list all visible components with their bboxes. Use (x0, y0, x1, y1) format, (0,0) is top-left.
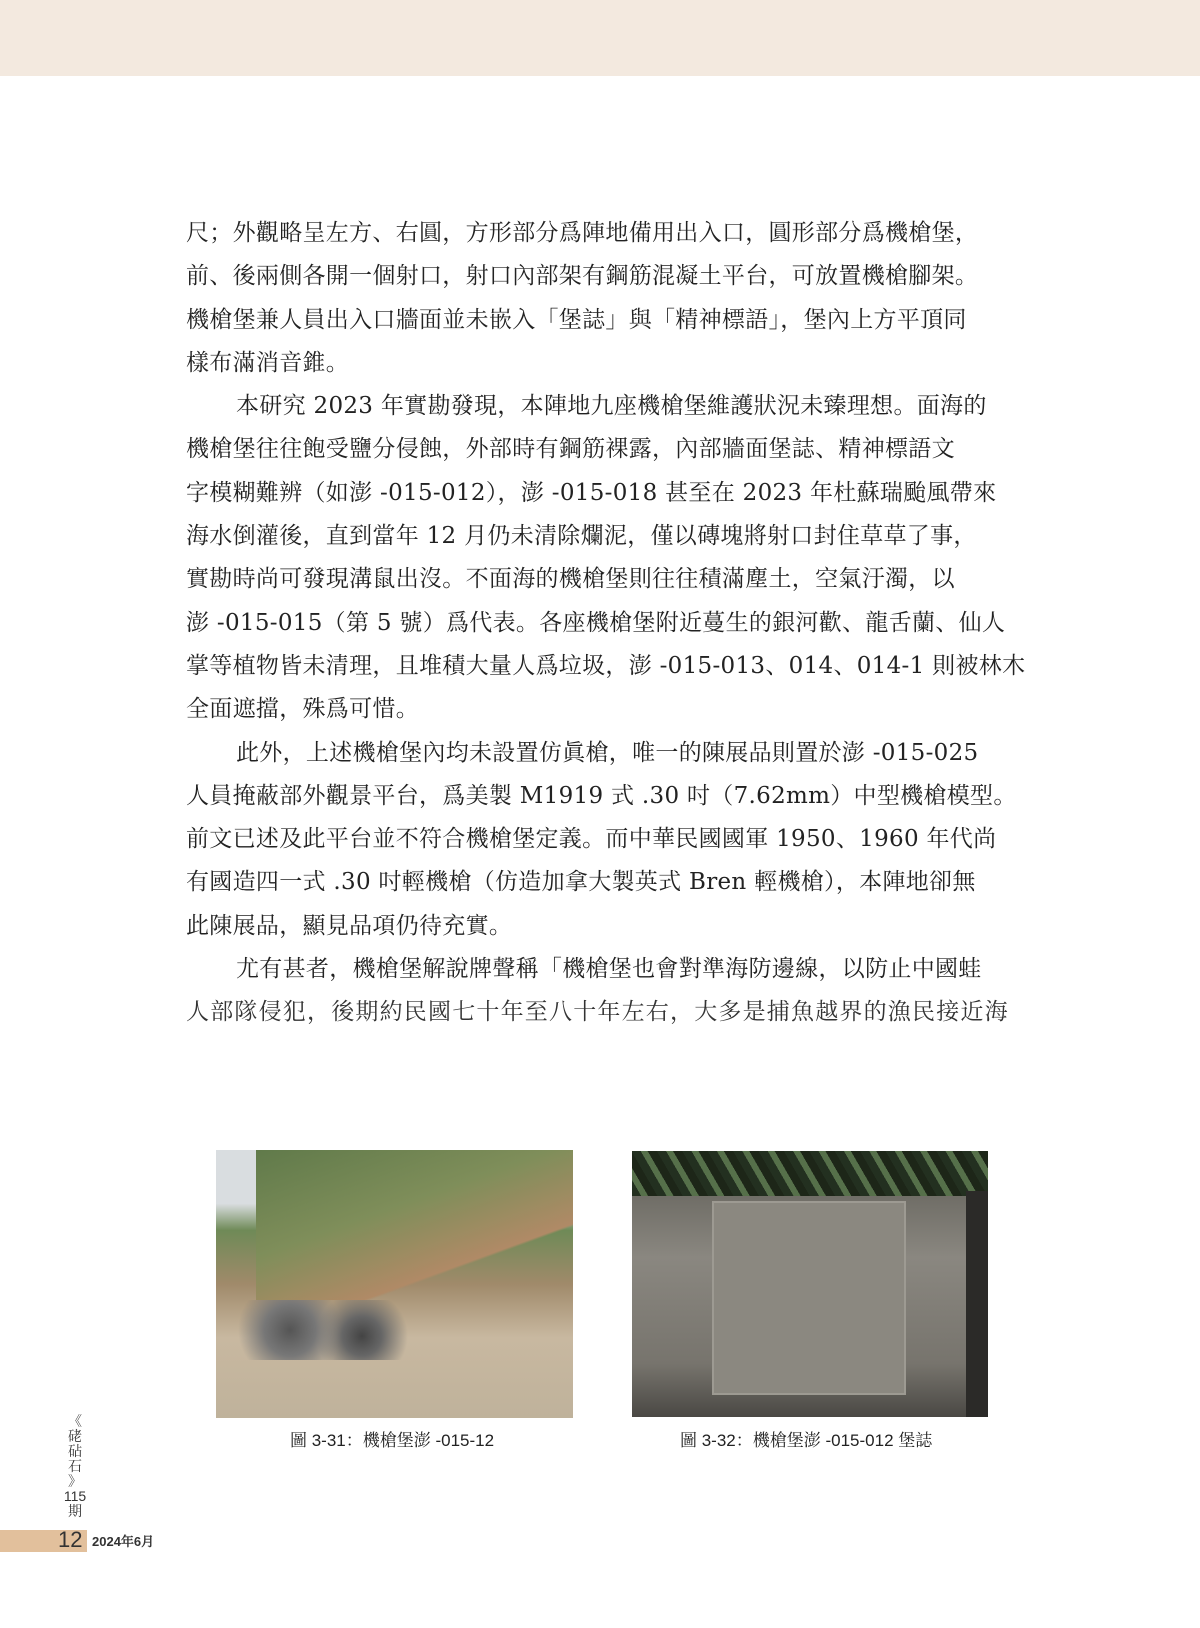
text-line: 樣布滿消音錐。 (186, 349, 350, 376)
photo-bunker-plaque (632, 1151, 988, 1417)
figure-caption: 圖 3-32：機槍堡澎 -015-012 堡誌 (680, 1431, 933, 1450)
text-line: 此陳展品，顯見品項仍待充實。 (186, 912, 513, 939)
text-line: 字模糊難辨（如澎 -015-012），澎 -015-018 甚至在 2023 年杜蘇瑞颱風帶來 (186, 479, 997, 506)
text-line: 機槍堡往往飽受鹽分侵蝕，外部時有鋼筋裸露，內部牆面堡誌、精神標語文 (186, 436, 955, 463)
text-line: 此外，上述機槍堡內均未設置仿眞槍，唯一的陳展品則置於澎 -015-025 (236, 739, 979, 766)
text-line: 尤有甚者，機槍堡解說牌聲稱「機槍堡也會對準海防邊線，以防止中國蛙 (236, 956, 982, 983)
text-line: 前文已述及此平台並不符合機槍堡定義。而中華民國國軍 1950、1960 年代尚 (186, 826, 997, 853)
journal-issue-number: 115 (63, 1488, 87, 1504)
text-line: 前、後兩側各開一個射口，射口內部架有鋼筋混凝土平台，可放置機槍腳架。 (186, 263, 979, 290)
journal-title-char: 砧 (68, 1443, 82, 1459)
journal-title-char: 期 (68, 1503, 82, 1519)
text-line: 人員掩蔽部外觀景平台，爲美製 M1919 式 .30 吋（7.62mm）中型機槍模型。 (186, 782, 1017, 809)
text-line: 本研究 2023 年實勘發現，本陣地九座機槍堡維護狀況未臻理想。面海的 (236, 393, 987, 420)
photo-machine-gun-bunker (216, 1150, 573, 1418)
text-line: 掌等植物皆未清理，且堆積大量人爲垃圾，澎 -015-013、014、014-1 則被林木 (186, 652, 1026, 679)
photo-hill (256, 1150, 573, 1300)
article-body (186, 212, 1026, 1035)
text-line: 海水倒灌後，直到當年 12 月仍未清除爛泥，僅以磚塊將射口封住草草了事， (186, 523, 977, 550)
figure-caption: 圖 3-31：機槍堡澎 -015-12 (290, 1431, 495, 1450)
journal-title-vertical (60, 1414, 90, 1519)
text-line: 人部隊侵犯，後期約民國七十年至八十年左右，大多是捕魚越界的漁民接近海 (186, 999, 1009, 1026)
page-number: 12 (58, 1527, 83, 1552)
text-line: 澎 -015-015（第 5 號）爲代表。各座機槍堡附近蔓生的銀河歡、龍舌蘭、仙人 (186, 609, 1006, 636)
text-line: 尺；外觀略呈左方、右圓，方形部分爲陣地備用出入口，圓形部分爲機槍堡， (186, 220, 979, 246)
text-line: 全面遮擋，殊爲可惜。 (186, 696, 419, 723)
journal-title-char: 硓 (68, 1428, 82, 1444)
text-line: 機槍堡兼人員出入口牆面並未嵌入「堡誌」與「精神標語」，堡內上方平頂同 (186, 306, 967, 333)
photo-edge (966, 1191, 988, 1417)
journal-title-char: 《 (68, 1413, 82, 1429)
photo-rocks (236, 1300, 416, 1360)
issue-date: 2024年6月 (92, 1534, 155, 1549)
photo-leaves (632, 1151, 988, 1196)
text-line: 實勘時尚可發現溝鼠出沒。不面海的機槍堡則往往積滿塵土，空氣汙濁，以 (186, 566, 955, 593)
journal-title-char: 》 (68, 1473, 82, 1489)
text-line: 有國造四一式 .30 吋輕機槍（仿造加拿大製英式 Bren 輕機槍），本陣地卻無 (186, 869, 976, 896)
header-band (0, 0, 1200, 76)
photo-plaque (712, 1201, 906, 1395)
journal-title-char: 石 (68, 1458, 82, 1474)
